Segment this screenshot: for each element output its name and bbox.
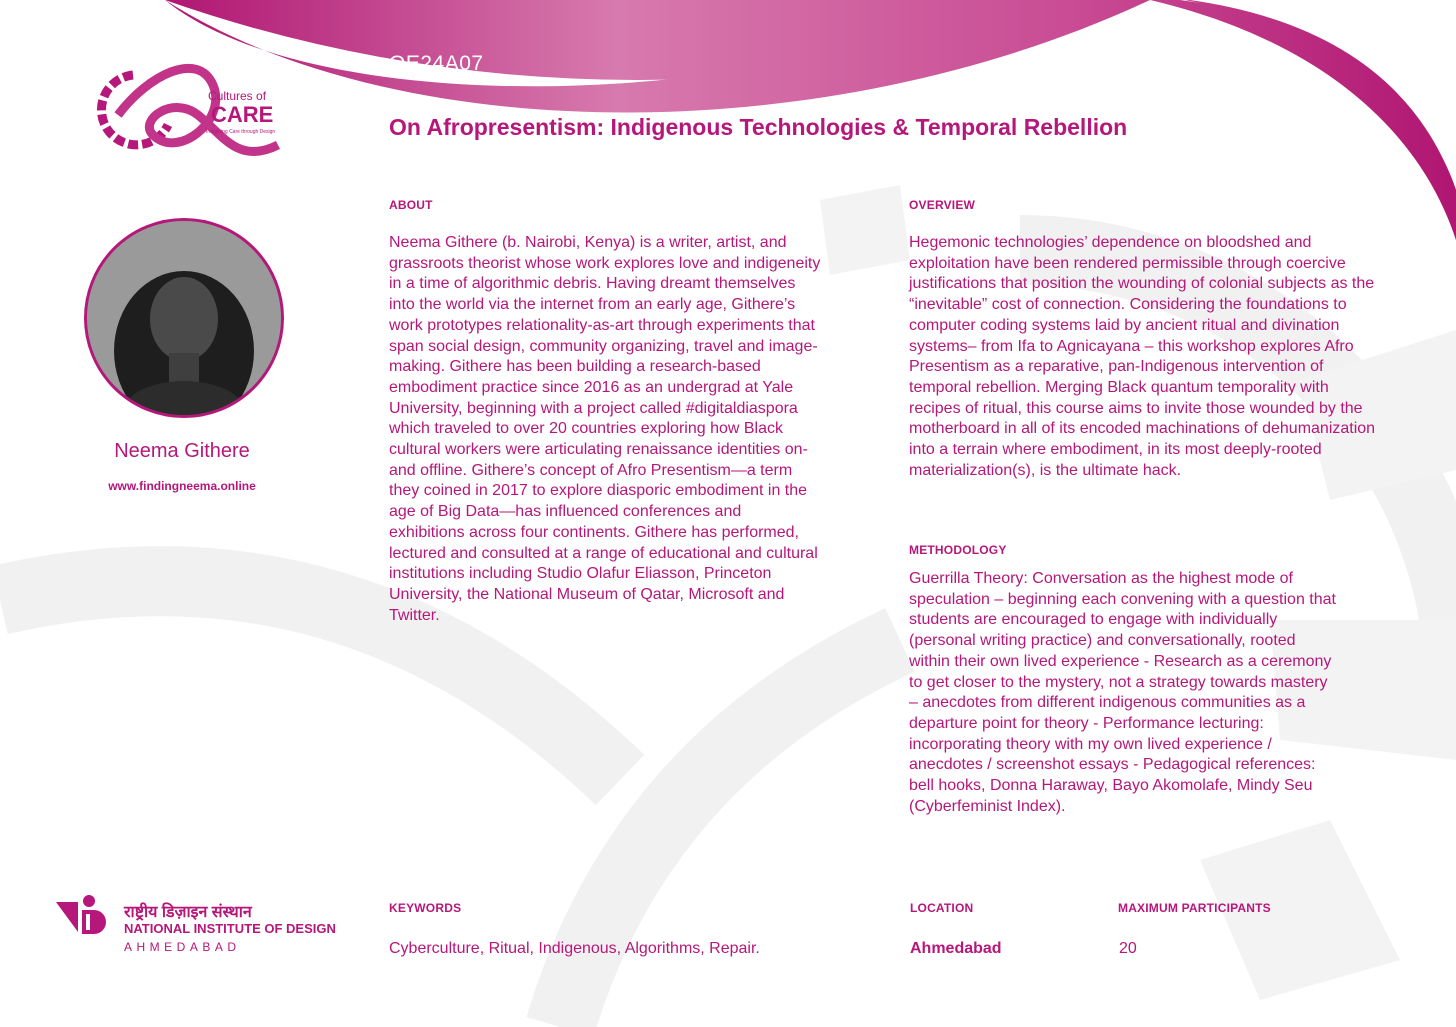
- person-name: Neema Githere: [114, 440, 250, 462]
- nid-emblem-icon: [56, 894, 116, 939]
- logo-line2: CARE: [211, 102, 274, 127]
- nid-english-name: NATIONAL INSTITUTE OF DESIGN: [124, 921, 336, 936]
- course-title: On Afropresentism: Indigenous Technologies & Temporal Rebellion: [389, 114, 1128, 140]
- nid-city: AHMEDABAD: [124, 940, 241, 954]
- keywords-heading: KEYWORDS: [389, 901, 462, 915]
- nid-hindi-name: राष्ट्रीय डिज़ाइन संस्थान: [124, 904, 252, 921]
- about-text: Neema Githere (b. Nairobi, Kenya) is a writer, artist, and grassroots theorist whose work explores love and indigeneity in a time of algorithmic debris. Having dreamt themselves into the world via the internet from an early age, Githere’s work prototypes relationality-as-art through experiments that span social design, community organizing, travel and image-making. Githere has been building a research-based embodiment practice since 2016 as an undergrad at Yale University, beginning with a project called #digitaldiaspora which traveled to over 20 countries exploring how Black cultural workers were articulating renaissance identities on- and offline. Githere’s concept of Afro Presentism—a term they coined in 2017 to explore diasporic embodiment in the age of Big Data—has influenced conferences and exhibitions across four continents. Githere has performed, lectured and consulted at a range of educational and cultural institutions including Studio Olafur Eliasson, Princeton University, the National Museum of Qatar, Microsoft and Twitter.: [389, 234, 821, 624]
- course-code: OE24A07: [389, 52, 484, 75]
- portrait-photo: [84, 218, 284, 418]
- methodology-text: Guerrilla Theory: Conversation as the highest mode of speculation – beginning each convening with a question that students are encouraged to engage with individually (personal writing practice) and conversationally, rooted within their own lived experience - Research as a ceremony to get closer to the mystery, not a strategy towards mastery – anecdotes from different indigenous communities as a departure point for theory - Performance lecturing: incorporating theory with my own lived experience / anecdotes / screenshot essays - Pedagogical references: bell hooks, Donna Haraway, Bayo Akomolafe, Mindy Seu (Cyberfeminist Index).: [909, 570, 1336, 815]
- overview-text: Hegemonic technologies’ dependence on bloodshed and exploitation have been rendered permissible through coercive justifications that position the wounding of colonial subjects as the “inevitable” cost of connection. Considering the foundations to computer coding systems laid by ancient ritual and divination systems– from Ifa to Agnicayana – this workshop explores Afro Presentism as a reparative, pan-Indigenous intervention of temporal rebellion. Merging Black quantum temporality with recipes of ritual, this course aims to invite those wounded by the motherboard in all of its encoded machinations of dehumanization into a terrain where embodiment, in its most deeply-rooted materialization(s), is the ultimate hack.: [909, 234, 1376, 479]
- logo-tagline: Imagining Care through Design: [206, 129, 276, 135]
- location-value: Ahmedabad: [910, 940, 1002, 957]
- person-website-link[interactable]: www.findingneema.online: [108, 479, 256, 493]
- max-participants-value: 20: [1119, 940, 1137, 957]
- overview-heading: OVERVIEW: [909, 198, 976, 212]
- max-participants-heading: MAXIMUM PARTICIPANTS: [1118, 901, 1271, 915]
- nid-logo: [56, 894, 346, 958]
- about-heading: ABOUT: [389, 198, 433, 212]
- portrait-illustration: [87, 221, 281, 415]
- cultures-of-care-logo: [78, 55, 298, 165]
- logo-line1: Cultures of: [208, 89, 267, 103]
- methodology-heading: METHODOLOGY: [909, 543, 1007, 557]
- location-heading: LOCATION: [910, 901, 974, 915]
- keywords-text: Cyberculture, Ritual, Indigenous, Algorithms, Repair.: [389, 940, 760, 957]
